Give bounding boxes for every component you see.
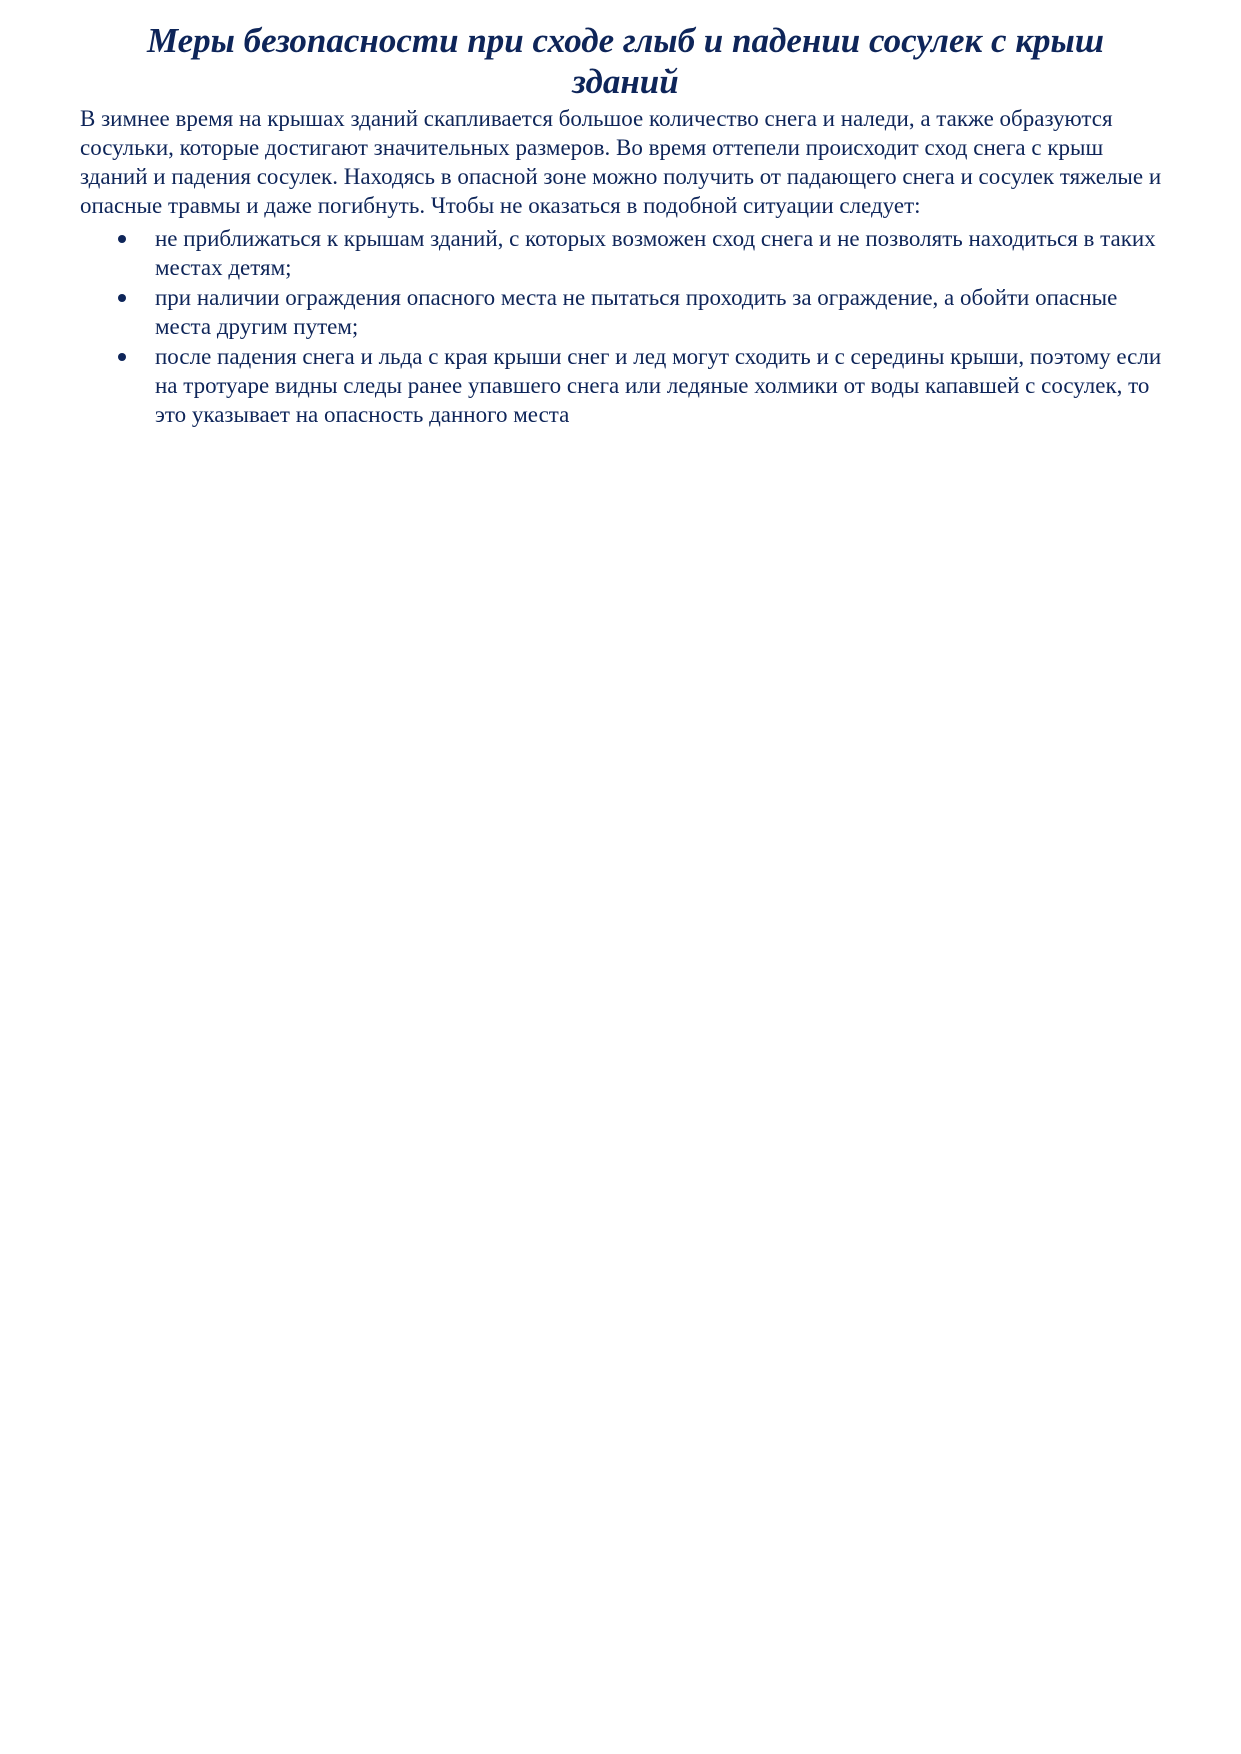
list-item-text: после падения снега и льда с края крыши снег и лед могут сходить и с середины крыши, поэтому если на тротуаре видны следы ранее упавшего снега или ледяные холмики от воды капавшей с сосулек, то это указывает на опасность данного места	[155, 344, 1162, 427]
list-item	[80, 283, 1171, 341]
list-item	[80, 224, 1171, 282]
list-item	[80, 342, 1171, 429]
safety-rules-list	[80, 224, 1171, 429]
list-item-text: не приближаться к крышам зданий, с которых возможен сход снега и не позволять находиться в таких местах детям;	[155, 226, 1156, 280]
bullet-icon	[118, 235, 126, 243]
list-item-text: при наличии ограждения опасного места не пытаться проходить за ограждение, а обойти опасные места другим путем;	[155, 285, 1118, 339]
bullet-icon	[118, 353, 126, 361]
document-title: Меры безопасности при сходе глыб и падении сосулек с крыш зданий	[146, 21, 1104, 101]
bullet-icon	[118, 294, 126, 302]
intro-paragraph: В зимнее время на крышах зданий скапливается большое количество снега и наледи, а также образуются сосульки, которые достигают значительных размеров. Во время оттепели происходит сход снега с крыш зданий и падения сосулек. Находясь в опасной зоне можно получить от падающего снега и сосулек тяжелые и опасные травмы и даже погибнуть. Чтобы не оказаться в подобной ситуации следует:	[80, 106, 1162, 218]
